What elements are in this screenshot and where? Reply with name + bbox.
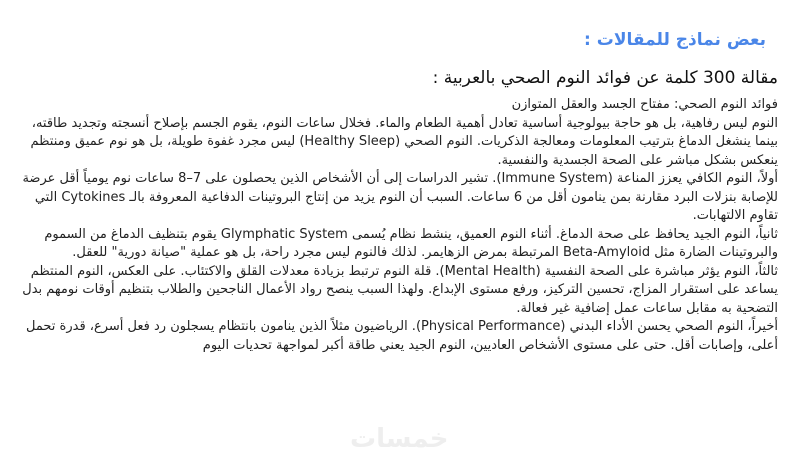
paragraph-mental-health: ثالثاً، النوم يؤثر مباشرة على الصحة النفسية (Mental Health). قلة النوم ترتبط بزيادة معدلات القلق والاكتئاب. على العكس، النوم المنتظم يساعد على استقرار المزاج، تحسين التركيز، ورفع مستوى الإبداع. ولهذا السبب ينصح رواد الأعمال الناجحين والطلاب بتنظيم أوقات نومهم بدل التضحية به مقابل ساعات عمل إضافية غير فعالة.	[22, 263, 778, 316]
section-heading: بعض نماذج للمقالات :	[584, 30, 766, 50]
paragraph-physical: أخيراً، النوم الصحي يحسن الأداء البدني (Physical Performance). الرياضيون مثلاً الذين ينامون بانتظام يسجلون رد فعل أسرع، قدرة تحمل أعلى، وإصابات أقل. حتى على مستوى الأشخاص العاديين، النوم الجيد يعني طاقة أكبر لمواجهة تحديات اليوم	[26, 319, 778, 353]
paragraph-intro: النوم ليس رفاهية، بل هو حاجة بيولوجية أساسية تعادل أهمية الطعام والماء. فخلال ساعات النوم، يقوم الجسم بإصلاح أنسجته وتجديد طاقته، بينما ينشغل الدماغ بترتيب المعلومات ومعالجة الذكريات. النوم الصحي (Healthy Sleep) ليس مجرد غفوة طويلة، بل هو نوم عميق ومنتظم ينعكس بشكل مباشر على الصحة الجسدية والنفسية.	[30, 115, 778, 168]
article-title: مقالة 300 كلمة عن فوائد النوم الصحي بالعربية :	[432, 68, 778, 88]
paragraph-brain: ثانياً، النوم الجيد يحافظ على صحة الدماغ. أثناء النوم العميق، ينشط نظام يُسمى Glymphatic System يقوم بتنظيف الدماغ من السموم والبروتينات الضارة مثل Beta-Amyloid المرتبطة بمرض الزهايمر. لذلك فالنوم ليس مجرد راحة، بل هو عملية "صيانة دورية" للعقل.	[44, 226, 778, 260]
paragraph-immunity: أولاً، النوم الكافي يعزز المناعة (Immune System). تشير الدراسات إلى أن الأشخاص الذين يحصلون على 7–8 ساعات نوم يومياً أقل عرضة للإصابة بنزلات البرد مقارنة بمن ينامون أقل من 6 ساعات. السبب أن النوم يزيد من إنتاج البروتينات الدفاعية المعروفة بالـ Cytokines التي تقاوم الالتهابات.	[22, 171, 778, 223]
article-subtitle: فوائد النوم الصحي: مفتاح الجسد والعقل المتوازن	[511, 97, 778, 112]
watermark-logo: خمسات	[350, 424, 449, 454]
article-body	[22, 96, 778, 355]
